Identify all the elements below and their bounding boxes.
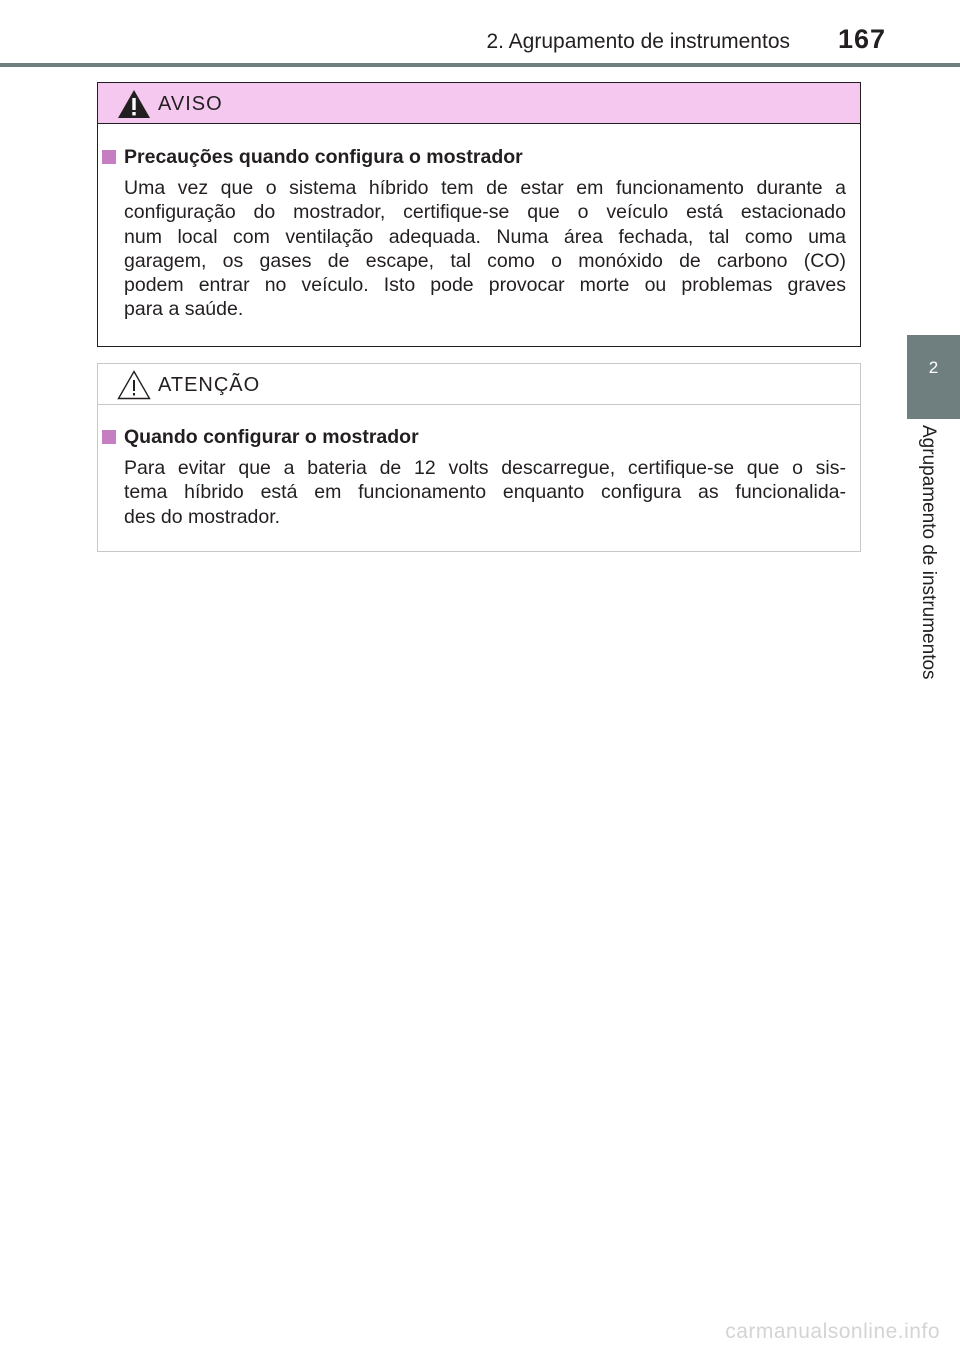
caution-box-header xyxy=(98,364,860,405)
caution-triangle-icon xyxy=(116,369,152,401)
warning-line: Uma vez que o sistema híbrido tem de estar em funcionamento durante a xyxy=(124,177,846,199)
caution-line: des do mostrador. xyxy=(124,505,281,528)
warning-line: para a saúde. xyxy=(124,298,244,321)
caution-section-title-text: Quando configurar o mostrador xyxy=(124,426,419,448)
watermark: carmanualsonline.info xyxy=(725,1320,940,1343)
header-title: 2. Agrupamento de instrumentos xyxy=(486,30,790,53)
caution-label: ATENÇÃO xyxy=(158,374,261,396)
caution-box xyxy=(97,363,861,552)
side-tab-label: Agrupamento de instrumentos xyxy=(918,425,939,680)
header-rule xyxy=(0,63,960,67)
caution-body-text xyxy=(124,456,846,529)
warning-line: garagem, os gases de escape, tal como o monóxido de carbono (CO) xyxy=(124,249,846,272)
warning-line: num local com ventilação adequada. Numa área fechada, tal como uma xyxy=(124,225,846,248)
caution-line: tema híbrido está em funcionamento enquanto configura as funcionalida- xyxy=(124,481,846,504)
section-bullet xyxy=(102,150,116,164)
warning-box xyxy=(97,82,861,347)
caution-section-title xyxy=(102,426,419,449)
warning-section-title xyxy=(102,146,523,169)
warning-line: podem entrar no veículo. Isto pode provocar morte ou problemas graves xyxy=(124,274,846,297)
caution-line: Para evitar que a bateria de 12 volts descarregue, certifique-se que o sis- xyxy=(124,457,846,479)
section-bullet xyxy=(102,430,116,444)
page-number: 167 xyxy=(838,24,887,54)
warning-section-title-text: Precauções quando configura o mostrador xyxy=(124,146,523,168)
warning-triangle-icon xyxy=(116,88,152,120)
warning-body-text xyxy=(124,176,846,322)
warning-box-header xyxy=(98,83,860,124)
side-tab-number: 2 xyxy=(928,358,939,377)
warning-label: AVISO xyxy=(158,93,223,115)
warning-line: configuração do mostrador, certifique-se que o veículo está estacionado xyxy=(124,201,846,224)
